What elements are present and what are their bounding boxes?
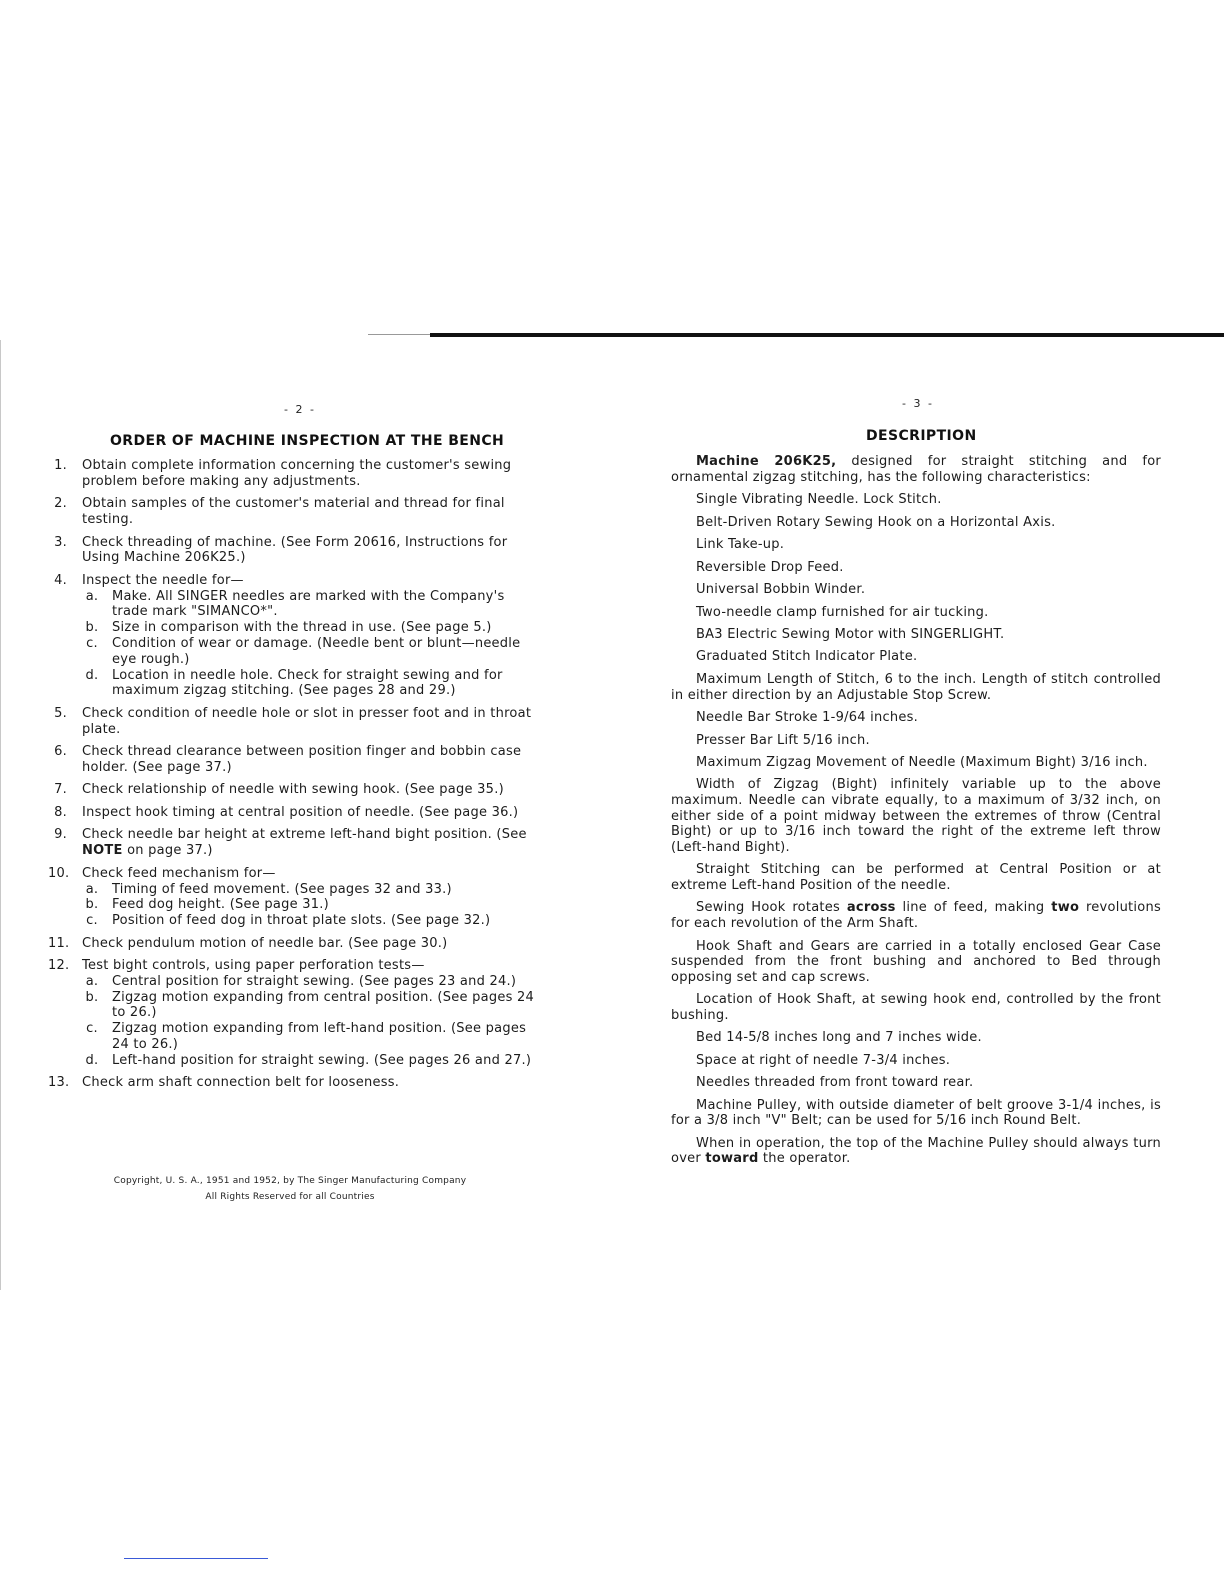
description-paragraph [671, 733, 1161, 749]
description-paragraph [671, 627, 1161, 643]
sub-item [82, 1053, 538, 1069]
bold-run: two [1051, 900, 1080, 916]
description-paragraph [671, 582, 1161, 598]
text-run: Presser Bar Lift 5/16 inch. [696, 732, 870, 748]
item-text: Check thread clearance between position finger and bobbin case holder. (See page 37.) [82, 744, 522, 775]
top-rule [430, 333, 1224, 337]
description-paragraph [671, 1030, 1161, 1046]
copyright-line-2: All Rights Reserved for all Countries [205, 1192, 375, 1202]
bottom-link-underline [124, 1558, 268, 1559]
list-item [48, 805, 538, 821]
list-item [48, 866, 538, 929]
bold-run: toward [705, 1151, 759, 1167]
sub-item-text: Condition of wear or damage. (Needle bent or blunt—needle eye rough.) [112, 636, 521, 667]
text-run: Belt-Driven Rotary Sewing Hook on a Horizontal Axis. [696, 514, 1056, 530]
text-run: Maximum Length of Stitch, 6 to the inch. Length of stitch controlled in either direction by an Adjustable Stop Screw. [671, 671, 1161, 703]
sub-item [82, 913, 538, 929]
item-number: 9. [54, 827, 67, 843]
text-run: the operator. [758, 1151, 851, 1167]
list-item [48, 535, 538, 567]
sub-item-text: Feed dog height. (See page 31.) [112, 897, 329, 913]
item-number: 8. [54, 804, 67, 820]
text-run: Reversible Drop Feed. [696, 559, 844, 575]
description-paragraph [671, 605, 1161, 621]
item-text: Check pendulum motion of needle bar. (See page 30.) [82, 935, 448, 951]
description-paragraph [671, 1075, 1161, 1091]
description-paragraph [671, 1053, 1161, 1069]
description-paragraph [671, 710, 1161, 726]
item-text: Check needle bar height at extreme left-hand bight position. (See [82, 827, 527, 843]
item-number: 13. [48, 1075, 70, 1091]
item-number: 12. [48, 958, 70, 974]
item-number: 10. [48, 865, 70, 881]
text-run: line of feed, making [895, 900, 1052, 916]
sub-item-text: Position of feed dog in throat plate slots. (See page 32.) [112, 913, 491, 929]
item-text-after: on page 37.) [122, 843, 213, 859]
right-page-title: DESCRIPTION [866, 428, 977, 444]
left-page-title: ORDER OF MACHINE INSPECTION AT THE BENCH [110, 433, 505, 449]
description-paragraph [671, 672, 1161, 703]
item-text: Test bight controls, using paper perforation tests— [82, 958, 425, 974]
sub-item-letter: c. [86, 1021, 98, 1037]
page-number-right: - 3 - [902, 397, 934, 410]
text-run: Single Vibrating Needle. Lock Stitch. [696, 492, 942, 508]
text-run: Bed 14-5/8 inches long and 7 inches wide. [696, 1030, 982, 1046]
description-paragraph [671, 755, 1161, 771]
sub-item [82, 589, 538, 621]
item-text: Check relationship of needle with sewing hook. (See page 35.) [82, 782, 504, 798]
text-run: Space at right of needle 7-3/4 inches. [696, 1052, 951, 1068]
sub-item-letter: a. [85, 881, 99, 897]
list-item [48, 782, 538, 798]
text-run: Link Take-up. [696, 537, 785, 553]
description-paragraph [671, 862, 1161, 893]
description-paragraph [671, 900, 1161, 931]
sub-item [82, 668, 538, 700]
copyright-line-1: Copyright, U. S. A., 1951 and 1952, by The Singer Manufacturing Company [113, 1176, 467, 1186]
list-item [48, 936, 538, 952]
text-run: Width of Zigzag (Bight) infinitely variable up to the above maximum. Needle can vibrate equally, to a maximum of 3/32 inch, on either side of a point midway between the extremes of throw (Central Bight) or up to 3/16 inch toward the right of the extreme left throw (Left-hand Bight). [671, 777, 1161, 855]
text-run: Location of Hook Shaft, at sewing hook end, controlled by the front bushing. [671, 992, 1161, 1023]
description-paragraph [671, 992, 1161, 1023]
text-run: Straight Stitching can be performed at Central Position or at extreme Left-hand Position of the needle. [671, 862, 1161, 893]
item-number: 6. [54, 744, 67, 760]
sub-item-text: Zigzag motion expanding from left-hand position. (See pages 24 to 26.) [112, 1021, 527, 1053]
sub-item-letter: c. [86, 636, 98, 652]
description-body [671, 454, 1161, 1174]
item-number: 11. [48, 935, 70, 951]
description-paragraph [671, 1136, 1161, 1167]
bold-run: across [846, 900, 896, 916]
item-number: 4. [54, 572, 67, 588]
list-item [48, 744, 538, 776]
item-bold-text: NOTE [82, 843, 123, 859]
sub-item-letter: d. [85, 1052, 99, 1068]
inspection-list [48, 458, 538, 1098]
sub-item-letter: c. [86, 913, 98, 929]
text-run: Graduated Stitch Indicator Plate. [696, 649, 918, 665]
item-text: Check threading of machine. (See Form 20616, Instructions for Using Machine 206K25.) [82, 534, 508, 566]
item-text: Check condition of needle hole or slot in presser foot and in throat plate. [82, 705, 532, 737]
text-run: Needle Bar Stroke 1-9/64 inches. [696, 710, 919, 726]
sub-item-letter: a. [85, 973, 99, 989]
sub-item-text: Zigzag motion expanding from central position. (See pages 24 to 26.) [112, 989, 535, 1021]
text-run: Machine Pulley, with outside diameter of belt groove 3-1/4 inches, is for a 3/8 inch "V" Belt; can be used for 5/16 inch Round Belt. [671, 1097, 1161, 1129]
description-paragraph [671, 560, 1161, 576]
description-paragraph [671, 1098, 1161, 1129]
sub-item [82, 897, 538, 913]
list-item [48, 458, 538, 490]
item-text: Obtain samples of the customer's material and thread for final testing. [82, 496, 505, 528]
text-run: revolutions for each revolution of the Arm Shaft. [671, 900, 1161, 932]
list-item [48, 827, 538, 859]
sub-item-letter: b. [85, 989, 99, 1005]
item-text: Check arm shaft connection belt for looseness. [82, 1075, 400, 1091]
list-item [48, 573, 538, 699]
sub-item-text: Make. All SINGER needles are marked with the Company's trade mark "SIMANCO*". [112, 588, 505, 620]
text-run: Universal Bobbin Winder. [696, 582, 866, 598]
text-run: designed for straight stitching and for ornamental zigzag stitching, has the following characteristics: [671, 454, 1162, 485]
description-paragraph [671, 649, 1161, 665]
description-paragraph [671, 939, 1161, 986]
item-number: 2. [54, 496, 67, 512]
text-run: Hook Shaft and Gears are carried in a totally enclosed Gear Case suspended from the front bushing and anchored to Bed through opposing set and cap screws. [671, 938, 1161, 985]
sub-item-letter: d. [85, 667, 99, 683]
list-item [48, 706, 538, 738]
text-run: Sewing Hook rotates [696, 900, 847, 916]
sub-item [82, 974, 538, 990]
description-paragraph [671, 515, 1161, 531]
item-number: 5. [54, 705, 67, 721]
sub-item-text: Left-hand position for straight sewing. (See pages 26 and 27.) [112, 1052, 532, 1068]
item-text: Check feed mechanism for— [82, 865, 276, 881]
sub-item-text: Size in comparison with the thread in use. (See page 5.) [112, 620, 492, 636]
sub-item-text: Central position for straight sewing. (See pages 23 and 24.) [112, 973, 517, 989]
bold-run: Machine 206K25, [696, 454, 837, 469]
text-run: When in operation, the top of the Machine Pulley should always turn over [671, 1135, 1161, 1167]
sub-item [82, 1021, 538, 1053]
list-item [48, 958, 538, 1069]
item-number: 3. [54, 534, 67, 550]
top-rule-faint [368, 334, 432, 335]
item-text: Inspect the needle for— [82, 572, 244, 588]
sub-item [82, 882, 538, 898]
item-number: 1. [54, 458, 67, 473]
item-text: Obtain complete information concerning the customer's sewing problem before making any adjustments. [82, 458, 512, 489]
description-paragraph [671, 777, 1161, 855]
sub-item-text: Timing of feed movement. (See pages 32 and 33.) [112, 881, 452, 897]
page-number-left: - 2 - [284, 403, 316, 416]
sub-item-text: Location in needle hole. Check for straight sewing and for maximum zigzag stitching. (See pages 28 and 29.) [112, 667, 503, 699]
item-number: 7. [54, 782, 67, 798]
text-run: BA3 Electric Sewing Motor with SINGERLIGHT. [696, 626, 1005, 642]
sub-item [82, 990, 538, 1022]
sub-item [82, 620, 538, 636]
description-paragraph [671, 454, 1161, 485]
description-paragraph [671, 492, 1161, 508]
sub-item-letter: b. [85, 620, 99, 636]
text-run: Two-needle clamp furnished for air tucking. [696, 604, 989, 620]
sub-item [82, 636, 538, 668]
sub-item-letter: b. [85, 897, 99, 913]
page-left-edge [0, 340, 1, 1290]
description-paragraph [671, 537, 1161, 553]
list-item [48, 1075, 538, 1091]
item-text: Inspect hook timing at central position of needle. (See page 36.) [82, 804, 519, 820]
text-run: Needles threaded from front toward rear. [696, 1075, 974, 1091]
list-item [48, 496, 538, 528]
sub-item-letter: a. [85, 588, 99, 604]
copyright [90, 1173, 490, 1205]
text-run: Maximum Zigzag Movement of Needle (Maximum Bight) 3/16 inch. [696, 755, 1148, 770]
